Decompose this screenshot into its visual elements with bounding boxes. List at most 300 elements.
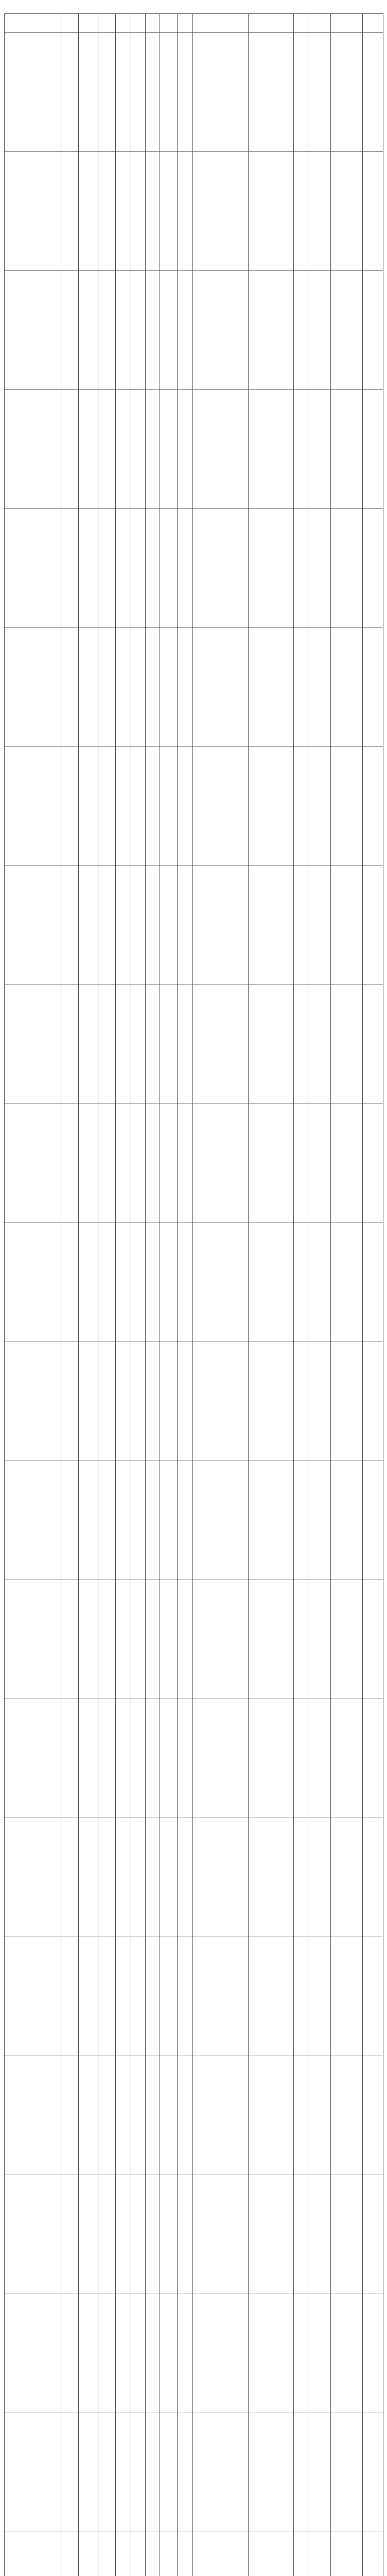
table-cell xyxy=(98,1461,116,1580)
table-cell xyxy=(249,1223,294,1342)
table-cell xyxy=(160,1580,178,1699)
table-cell xyxy=(249,2532,294,2576)
table-cell xyxy=(160,1461,178,1580)
table-cell xyxy=(249,1699,294,1818)
table-cell xyxy=(116,2532,131,2576)
table-row xyxy=(5,33,383,152)
table-cell xyxy=(294,2294,308,2413)
table-cell xyxy=(131,1223,146,1342)
table-cell xyxy=(178,509,193,628)
table-cell xyxy=(79,509,98,628)
table-cell xyxy=(249,1104,294,1223)
table-cell xyxy=(363,866,383,985)
table-cell xyxy=(98,1223,116,1342)
table-row xyxy=(5,509,383,628)
table-cell xyxy=(160,33,178,152)
table-cell xyxy=(294,1580,308,1699)
table-cell xyxy=(308,985,331,1104)
table-cell xyxy=(160,2532,178,2576)
table-cell xyxy=(131,33,146,152)
table-cell xyxy=(294,1342,308,1461)
table-cell xyxy=(5,1342,61,1461)
table-cell xyxy=(160,1342,178,1461)
table-cell xyxy=(131,985,146,1104)
table-cell xyxy=(249,1937,294,2056)
table-cell xyxy=(308,2056,331,2175)
table-cell xyxy=(294,1699,308,1818)
table-cell xyxy=(5,2413,61,2532)
table-cell xyxy=(308,1699,331,1818)
table-cell xyxy=(331,271,363,390)
table-cell xyxy=(160,1223,178,1342)
table-cell xyxy=(294,866,308,985)
table-cell xyxy=(61,2175,79,2294)
table-cell xyxy=(294,2532,308,2576)
table-cell xyxy=(193,1104,249,1223)
table-cell xyxy=(79,1699,98,1818)
table-row xyxy=(5,2175,383,2294)
table-cell xyxy=(363,985,383,1104)
table-cell xyxy=(249,271,294,390)
table-cell xyxy=(131,1818,146,1937)
table-cell xyxy=(116,509,131,628)
table-cell xyxy=(61,985,79,1104)
table-cell xyxy=(178,1461,193,1580)
document-title xyxy=(4,3,383,13)
table-cell xyxy=(331,2532,363,2576)
table-cell xyxy=(146,1580,160,1699)
table-cell xyxy=(79,1818,98,1937)
table-cell xyxy=(146,33,160,152)
table-cell xyxy=(98,2175,116,2294)
table-cell xyxy=(294,1937,308,2056)
table-cell xyxy=(294,509,308,628)
table-cell xyxy=(160,1699,178,1818)
table-cell xyxy=(98,866,116,985)
table-cell xyxy=(5,1223,61,1342)
table-cell xyxy=(146,2532,160,2576)
table-cell xyxy=(79,747,98,866)
table-cell xyxy=(61,628,79,747)
table-cell xyxy=(193,1937,249,2056)
header-row xyxy=(5,14,383,33)
table-cell xyxy=(308,152,331,271)
table-cell xyxy=(5,985,61,1104)
table-cell xyxy=(98,985,116,1104)
table-cell xyxy=(331,747,363,866)
table-cell xyxy=(61,1699,79,1818)
table-cell xyxy=(363,2532,383,2576)
table-cell xyxy=(160,1104,178,1223)
column-header xyxy=(308,14,331,33)
table-row xyxy=(5,1342,383,1461)
table-cell xyxy=(193,152,249,271)
column-header xyxy=(98,14,116,33)
column-header xyxy=(160,14,178,33)
table-cell xyxy=(249,1461,294,1580)
table-cell xyxy=(61,747,79,866)
table-body xyxy=(5,33,383,2576)
table-cell xyxy=(331,628,363,747)
table-cell xyxy=(193,2294,249,2413)
table-row xyxy=(5,1699,383,1818)
column-header xyxy=(146,14,160,33)
table-cell xyxy=(98,2294,116,2413)
table-cell xyxy=(98,1580,116,1699)
table-cell xyxy=(294,1104,308,1223)
table-cell xyxy=(146,152,160,271)
table-cell xyxy=(131,2532,146,2576)
table-cell xyxy=(193,866,249,985)
table-cell xyxy=(116,271,131,390)
table-cell xyxy=(308,390,331,509)
table-cell xyxy=(146,985,160,1104)
table-cell xyxy=(249,985,294,1104)
table-cell xyxy=(363,509,383,628)
table-cell xyxy=(61,1461,79,1580)
table-cell xyxy=(79,2532,98,2576)
table-cell xyxy=(308,1104,331,1223)
table-cell xyxy=(160,2413,178,2532)
table-cell xyxy=(61,1580,79,1699)
table-cell xyxy=(79,866,98,985)
table-cell xyxy=(131,1937,146,2056)
table-cell xyxy=(331,1580,363,1699)
table-cell xyxy=(131,866,146,985)
table-cell xyxy=(249,1342,294,1461)
table-cell xyxy=(294,2413,308,2532)
table-cell xyxy=(193,747,249,866)
table-cell xyxy=(308,1818,331,1937)
table-cell xyxy=(294,1818,308,1937)
table-cell xyxy=(131,2294,146,2413)
table-cell xyxy=(5,1104,61,1223)
table-cell xyxy=(294,1223,308,1342)
table-cell xyxy=(308,271,331,390)
table-cell xyxy=(294,2056,308,2175)
table-cell xyxy=(79,1937,98,2056)
table-cell xyxy=(363,628,383,747)
table-cell xyxy=(363,1104,383,1223)
table-cell xyxy=(146,1342,160,1461)
table-cell xyxy=(160,747,178,866)
table-cell xyxy=(331,1699,363,1818)
table-cell xyxy=(79,628,98,747)
table-cell xyxy=(61,271,79,390)
table-cell xyxy=(116,628,131,747)
table-cell xyxy=(331,2294,363,2413)
table-cell xyxy=(5,509,61,628)
table-cell xyxy=(79,1342,98,1461)
table-row xyxy=(5,866,383,985)
table-cell xyxy=(178,2413,193,2532)
table-cell xyxy=(116,985,131,1104)
table-cell xyxy=(308,33,331,152)
table-cell xyxy=(61,2056,79,2175)
table-cell xyxy=(61,1937,79,2056)
table-cell xyxy=(61,1104,79,1223)
table-cell xyxy=(79,2413,98,2532)
table-cell xyxy=(98,1699,116,1818)
table-cell xyxy=(193,1818,249,1937)
table-cell xyxy=(116,1818,131,1937)
table-row xyxy=(5,152,383,271)
table-cell xyxy=(79,1580,98,1699)
table-cell xyxy=(178,152,193,271)
table-cell xyxy=(249,2413,294,2532)
table-cell xyxy=(294,33,308,152)
table-cell xyxy=(178,271,193,390)
table-cell xyxy=(160,1818,178,1937)
table-cell xyxy=(146,1461,160,1580)
table-cell xyxy=(146,1223,160,1342)
table-cell xyxy=(331,1342,363,1461)
table-cell xyxy=(193,2413,249,2532)
table-cell xyxy=(178,1104,193,1223)
table-cell xyxy=(331,1937,363,2056)
table-row xyxy=(5,985,383,1104)
table-cell xyxy=(160,2056,178,2175)
table-cell xyxy=(249,390,294,509)
table-cell xyxy=(79,985,98,1104)
table-cell xyxy=(61,152,79,271)
table-cell xyxy=(193,2532,249,2576)
table-cell xyxy=(363,2056,383,2175)
table-cell xyxy=(131,1461,146,1580)
table-cell xyxy=(98,1342,116,1461)
table-cell xyxy=(98,1104,116,1223)
table-cell xyxy=(160,390,178,509)
table-cell xyxy=(249,628,294,747)
column-header xyxy=(116,14,131,33)
table-cell xyxy=(249,2294,294,2413)
table-cell xyxy=(331,2056,363,2175)
table-row xyxy=(5,2413,383,2532)
table-cell xyxy=(79,2294,98,2413)
table-cell xyxy=(363,1223,383,1342)
table-cell xyxy=(160,985,178,1104)
table-cell xyxy=(146,2413,160,2532)
table-cell xyxy=(116,2413,131,2532)
table-cell xyxy=(160,628,178,747)
table-cell xyxy=(98,2532,116,2576)
table-cell xyxy=(308,2413,331,2532)
table-cell xyxy=(98,33,116,152)
table-cell xyxy=(131,271,146,390)
table-cell xyxy=(131,747,146,866)
table-cell xyxy=(249,1580,294,1699)
table-cell xyxy=(98,271,116,390)
table-cell xyxy=(193,33,249,152)
table-cell xyxy=(331,1461,363,1580)
table-cell xyxy=(308,2175,331,2294)
table-cell xyxy=(294,152,308,271)
table-cell xyxy=(331,866,363,985)
table-cell xyxy=(308,1223,331,1342)
table-cell xyxy=(5,747,61,866)
table-cell xyxy=(79,2056,98,2175)
table-cell xyxy=(98,1818,116,1937)
table-cell xyxy=(160,509,178,628)
table-cell xyxy=(98,509,116,628)
column-header xyxy=(294,14,308,33)
table-cell xyxy=(131,628,146,747)
table-cell xyxy=(308,2294,331,2413)
table-cell xyxy=(308,1580,331,1699)
table-cell xyxy=(331,509,363,628)
table-row xyxy=(5,390,383,509)
column-header xyxy=(193,14,249,33)
table-cell xyxy=(131,390,146,509)
table-cell xyxy=(116,2294,131,2413)
table-cell xyxy=(61,866,79,985)
table-cell xyxy=(61,509,79,628)
table-cell xyxy=(193,1580,249,1699)
table-cell xyxy=(308,747,331,866)
table-cell xyxy=(146,2056,160,2175)
table-cell xyxy=(98,2056,116,2175)
table-cell xyxy=(61,1818,79,1937)
table-row xyxy=(5,2532,383,2576)
table-cell xyxy=(131,152,146,271)
table-cell xyxy=(363,2413,383,2532)
table-row xyxy=(5,1580,383,1699)
table-cell xyxy=(131,2413,146,2532)
table-row xyxy=(5,2056,383,2175)
table-row xyxy=(5,271,383,390)
table-row xyxy=(5,747,383,866)
table-cell xyxy=(363,33,383,152)
table-cell xyxy=(146,1104,160,1223)
table-row xyxy=(5,1223,383,1342)
table-cell xyxy=(98,1937,116,2056)
table-cell xyxy=(5,1818,61,1937)
table-cell xyxy=(116,1223,131,1342)
column-header xyxy=(131,14,146,33)
table-cell xyxy=(331,2413,363,2532)
table-cell xyxy=(61,1223,79,1342)
table-cell xyxy=(178,866,193,985)
table-cell xyxy=(249,1818,294,1937)
table-cell xyxy=(98,152,116,271)
table-cell xyxy=(249,509,294,628)
table-cell xyxy=(363,2175,383,2294)
table-row xyxy=(5,1937,383,2056)
table-cell xyxy=(331,1818,363,1937)
table-cell xyxy=(116,1104,131,1223)
table-row xyxy=(5,628,383,747)
table-cell xyxy=(308,628,331,747)
table-cell xyxy=(5,1461,61,1580)
table-cell xyxy=(116,1461,131,1580)
table-cell xyxy=(146,1818,160,1937)
table-cell xyxy=(79,2175,98,2294)
table-cell xyxy=(61,2532,79,2576)
table-cell xyxy=(131,1580,146,1699)
table-cell xyxy=(178,2175,193,2294)
recruitment-table xyxy=(4,13,383,2576)
column-header xyxy=(5,14,61,33)
table-cell xyxy=(5,1580,61,1699)
table-cell xyxy=(5,2056,61,2175)
table-cell xyxy=(79,152,98,271)
table-cell xyxy=(308,866,331,985)
table-cell xyxy=(5,2175,61,2294)
table-cell xyxy=(193,1223,249,1342)
table-cell xyxy=(249,2056,294,2175)
table-cell xyxy=(331,1223,363,1342)
table-cell xyxy=(193,271,249,390)
table-cell xyxy=(193,509,249,628)
table-cell xyxy=(363,1580,383,1699)
table-cell xyxy=(363,747,383,866)
table-cell xyxy=(363,1699,383,1818)
table-cell xyxy=(116,1699,131,1818)
table-cell xyxy=(178,1818,193,1937)
table-cell xyxy=(193,1699,249,1818)
table-cell xyxy=(116,1342,131,1461)
table-cell xyxy=(131,2056,146,2175)
table-cell xyxy=(178,33,193,152)
table-cell xyxy=(178,1937,193,2056)
table-cell xyxy=(146,747,160,866)
table-cell xyxy=(116,747,131,866)
table-cell xyxy=(178,390,193,509)
table-cell xyxy=(116,1580,131,1699)
table-row xyxy=(5,2294,383,2413)
table-cell xyxy=(5,2294,61,2413)
table-cell xyxy=(146,628,160,747)
table-cell xyxy=(146,390,160,509)
table-cell xyxy=(160,866,178,985)
table-cell xyxy=(98,390,116,509)
table-cell xyxy=(178,1699,193,1818)
table-cell xyxy=(116,2175,131,2294)
table-row xyxy=(5,1818,383,1937)
table-header xyxy=(5,14,383,33)
table-cell xyxy=(294,271,308,390)
table-cell xyxy=(294,628,308,747)
table-cell xyxy=(308,509,331,628)
table-cell xyxy=(61,1342,79,1461)
table-cell xyxy=(363,390,383,509)
table-cell xyxy=(331,985,363,1104)
column-header xyxy=(331,14,363,33)
table-cell xyxy=(79,271,98,390)
table-cell xyxy=(249,747,294,866)
table-cell xyxy=(178,1580,193,1699)
table-cell xyxy=(116,2056,131,2175)
table-cell xyxy=(160,271,178,390)
table-cell xyxy=(160,152,178,271)
table-cell xyxy=(249,152,294,271)
table-cell xyxy=(5,390,61,509)
table-cell xyxy=(193,390,249,509)
table-cell xyxy=(294,2175,308,2294)
table-cell xyxy=(5,152,61,271)
table-cell xyxy=(308,1461,331,1580)
table-cell xyxy=(5,2532,61,2576)
table-cell xyxy=(61,390,79,509)
table-cell xyxy=(131,509,146,628)
table-cell xyxy=(160,1937,178,2056)
table-cell xyxy=(363,2294,383,2413)
table-cell xyxy=(363,1937,383,2056)
table-cell xyxy=(116,866,131,985)
table-cell xyxy=(331,390,363,509)
table-cell xyxy=(5,628,61,747)
table-cell xyxy=(331,152,363,271)
